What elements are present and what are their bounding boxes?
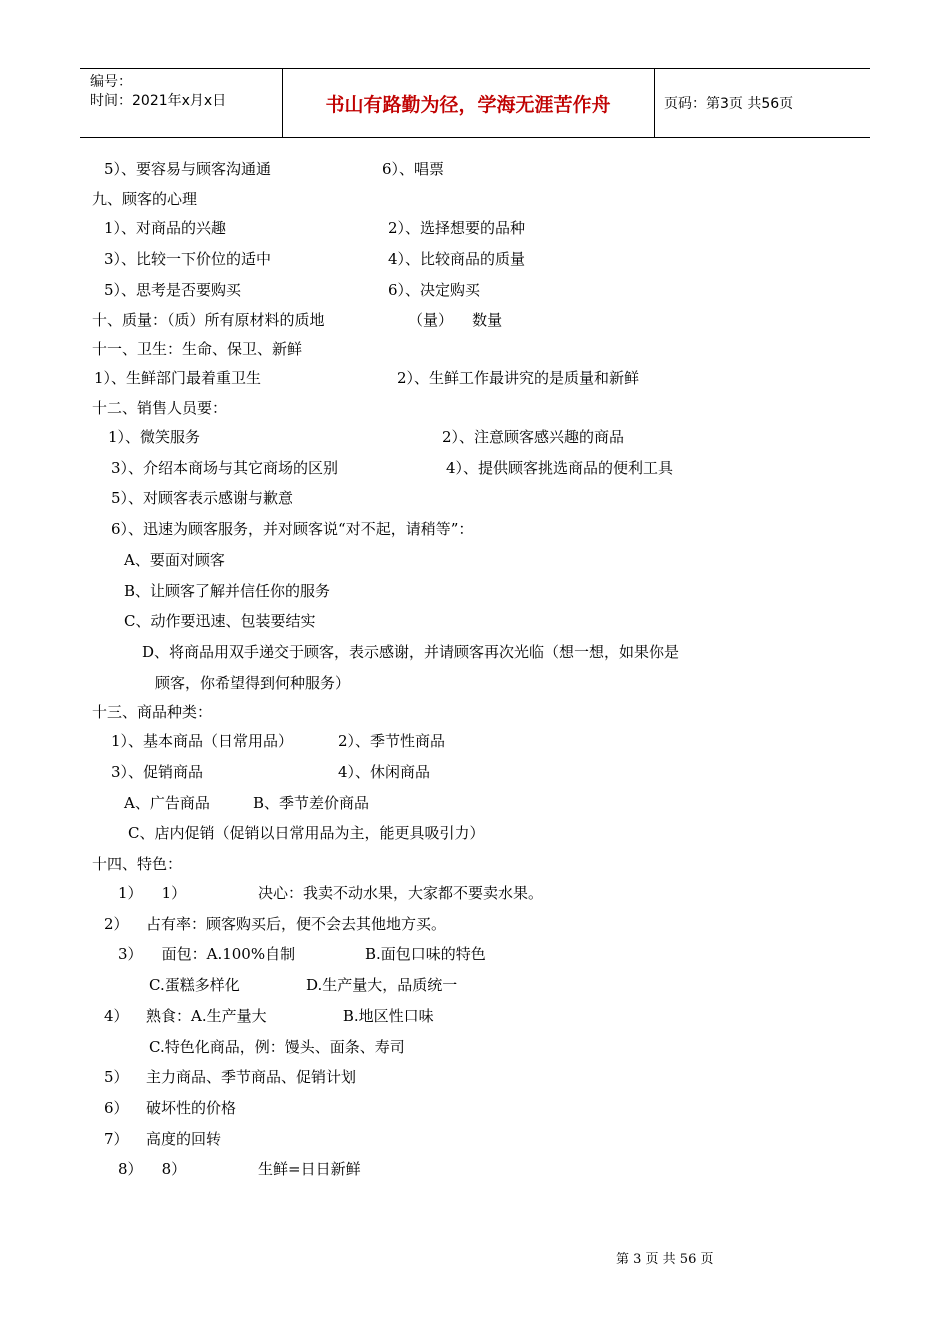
line-right: 破坏性的价格: [146, 1099, 237, 1117]
page-info: 页码：第3页 共56页: [664, 96, 794, 112]
line-right: 主力商品、季节商品、促销计划: [146, 1068, 357, 1086]
line-right: 高度的回转: [146, 1130, 222, 1148]
section-heading: 十四、特色：: [92, 855, 183, 873]
time-label: 时间：2021年x月x日: [90, 93, 227, 109]
line-left: 6）: [104, 1099, 129, 1117]
line-left: C.蛋糕多样化: [149, 976, 240, 994]
line-left: 1）、基本商品（日常用品）: [111, 732, 294, 750]
motto: 书山有路勤为径，学海无涯苦作舟: [325, 93, 611, 116]
page-footer: 第 3 页 共 56 页: [616, 1252, 714, 1267]
section-heading: 十一、卫生：生命、保卫、新鲜: [92, 340, 303, 358]
line-left: 1）、对商品的兴趣: [104, 219, 227, 237]
list-item: D、将商品用双手递交于顾客，表示感谢，并请顾客再次光临（想一想，如果你是: [142, 643, 680, 661]
line-left: 3） 面包：A.100%自制: [118, 945, 296, 963]
line-left: A、广告商品: [124, 794, 210, 812]
header-divider: [654, 69, 655, 137]
list-item: B、让顾客了解并信任你的服务: [124, 582, 331, 600]
line-right: 2）、季节性商品: [338, 732, 446, 750]
line-right: B、季节差价商品: [253, 794, 370, 812]
list-item: 顾客，你希望得到何种服务）: [155, 674, 351, 692]
line-right: 2）、注意顾客感兴趣的商品: [442, 428, 625, 446]
line-right: 2）、生鲜工作最讲究的是质量和新鲜: [397, 369, 640, 387]
line-left: 3）、比较一下价位的适中: [104, 250, 272, 268]
line-left: 4）: [104, 1007, 129, 1025]
line-left: 3）、促销商品: [111, 763, 204, 781]
line-right: 4）、休闲商品: [338, 763, 431, 781]
line-left: 5）: [104, 1068, 129, 1086]
line-right: 占有率：顾客购买后，便不会去其他地方买。: [146, 915, 447, 933]
list-item: C、店内促销（促销以日常用品为主，能更具吸引力）: [128, 824, 485, 842]
line-left: 7）: [104, 1130, 129, 1148]
line-left: 2）: [104, 915, 129, 933]
line-right: 4）、比较商品的质量: [388, 250, 526, 268]
line-right: 2）、选择想要的品种: [388, 219, 526, 237]
line-right: B.面包口味的特色: [365, 945, 486, 963]
list-item: C、动作要迅速、包装要结实: [124, 612, 316, 630]
section-heading: 十三、商品种类：: [92, 703, 213, 721]
line-left: 1） 1）: [118, 884, 187, 902]
line-left: 1）、微笑服务: [108, 428, 201, 446]
line-left: 5）、思考是否要购买: [104, 281, 242, 299]
line-right: 6）、唱票: [382, 160, 445, 178]
section-heading: 十、质量：（质）所有原材料的质地: [92, 311, 325, 329]
line-left: 3）、介绍本商场与其它商场的区别: [111, 459, 339, 477]
line-right: 生鲜=日日新鲜: [258, 1160, 361, 1178]
header-meta: [90, 73, 226, 111]
line-right: 4）、提供顾客挑选商品的便利工具: [446, 459, 674, 477]
list-item: A、要面对顾客: [124, 551, 225, 569]
section-heading: 十二、销售人员要：: [92, 399, 228, 417]
line-right: 6）、决定购买: [388, 281, 481, 299]
line-right: D.生产量大，品质统一: [306, 976, 458, 994]
line-right: （量） 数量: [408, 311, 503, 329]
line-left: 1）、生鲜部门最着重卫生: [94, 369, 262, 387]
number-label: 编号：: [90, 74, 132, 90]
line-left: 5）、要容易与顾客沟通通: [104, 160, 272, 178]
line-right: 决心：我卖不动水果，大家都不要卖水果。: [258, 884, 544, 902]
line-left: 5）、对顾客表示感谢与歉意: [111, 489, 294, 507]
line-left: 8） 8）: [118, 1160, 187, 1178]
list-item: C.特色化商品，例：馒头、面条、寿司: [149, 1038, 405, 1056]
line-right: 熟食：A.生产量大 B.地区性口味: [146, 1007, 434, 1025]
section-heading: 九、顾客的心理: [92, 190, 198, 208]
document-header: [80, 68, 870, 138]
line-left: 6）、迅速为顾客服务，并对顾客说“对不起，请稍等”：: [111, 520, 474, 538]
